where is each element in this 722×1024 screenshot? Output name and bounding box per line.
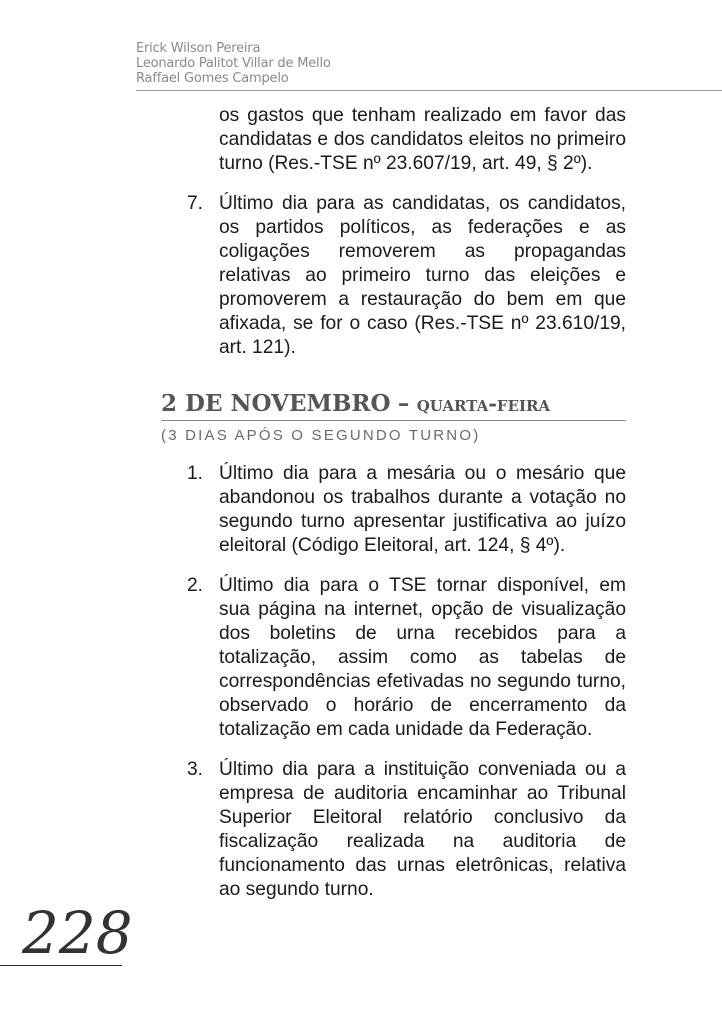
list-item — [161, 192, 626, 360]
list-item — [161, 758, 626, 902]
item-text: Último dia para a mesária ou o mesário que abandonou os trabalhos durante a votação no segundo turno apresentar justificativa ao juízo eleitoral (Código Eleitoral, art. 124, § 4º). — [219, 463, 626, 556]
section-heading — [161, 390, 626, 418]
author-name: Raffael Gomes Campelo — [136, 71, 289, 86]
running-header — [136, 41, 331, 86]
page-body — [161, 104, 626, 918]
list-item — [161, 574, 626, 742]
section-divider — [161, 420, 626, 421]
header-divider — [136, 90, 722, 91]
page-number: 228 — [22, 899, 133, 967]
footer-divider — [0, 965, 122, 966]
item-text: Último dia para as candidatas, os candidatos, os partidos políticos, as federações e as coligações removerem as propagandas relativas ao primeiro turno das eleições e promoverem a restauração do bem em que afixada, se for o caso (Res.-TSE nº 23.610/19, art. 121). — [219, 193, 626, 358]
list-item — [161, 462, 626, 558]
author-name: Leonardo Palitot Villar de Mello — [136, 56, 331, 71]
item-text: Último dia para a instituição conveniada ou a empresa de auditoria encaminhar ao Tribunal Superior Eleitoral relatório conclusivo da fiscalização realizada na auditoria de funcionamento das urnas eletrônicas, relativa ao segundo turno. — [219, 759, 626, 900]
item-text: Último dia para o TSE tornar disponível, em sua página na internet, opção de visualização dos boletins de urna recebidos para a totalização, assim como as tabelas de correspondências efetivadas no segundo turno, observado o horário de encerramento da totalização em cada unidade da Federação. — [219, 575, 626, 740]
item-number: 1. — [187, 463, 204, 484]
section-subtitle: (3 DIAS APÓS O SEGUNDO TURNO) — [161, 427, 481, 444]
section-dash: – — [397, 390, 410, 417]
item-number: 2. — [187, 575, 204, 596]
item-number: 3. — [187, 759, 204, 780]
section-weekday: quarta-feira — [416, 391, 551, 416]
continued-paragraph: os gastos que tenham realizado em favor das candidatas e dos candidatos eleitos no primeiro turno (Res.-TSE nº 23.607/19, art. 49, § 2º). — [219, 105, 626, 174]
section-date: 2 DE NOVEMBRO — [161, 390, 391, 417]
item-number: 7. — [187, 193, 204, 214]
author-name: Erick Wilson Pereira — [136, 41, 261, 56]
